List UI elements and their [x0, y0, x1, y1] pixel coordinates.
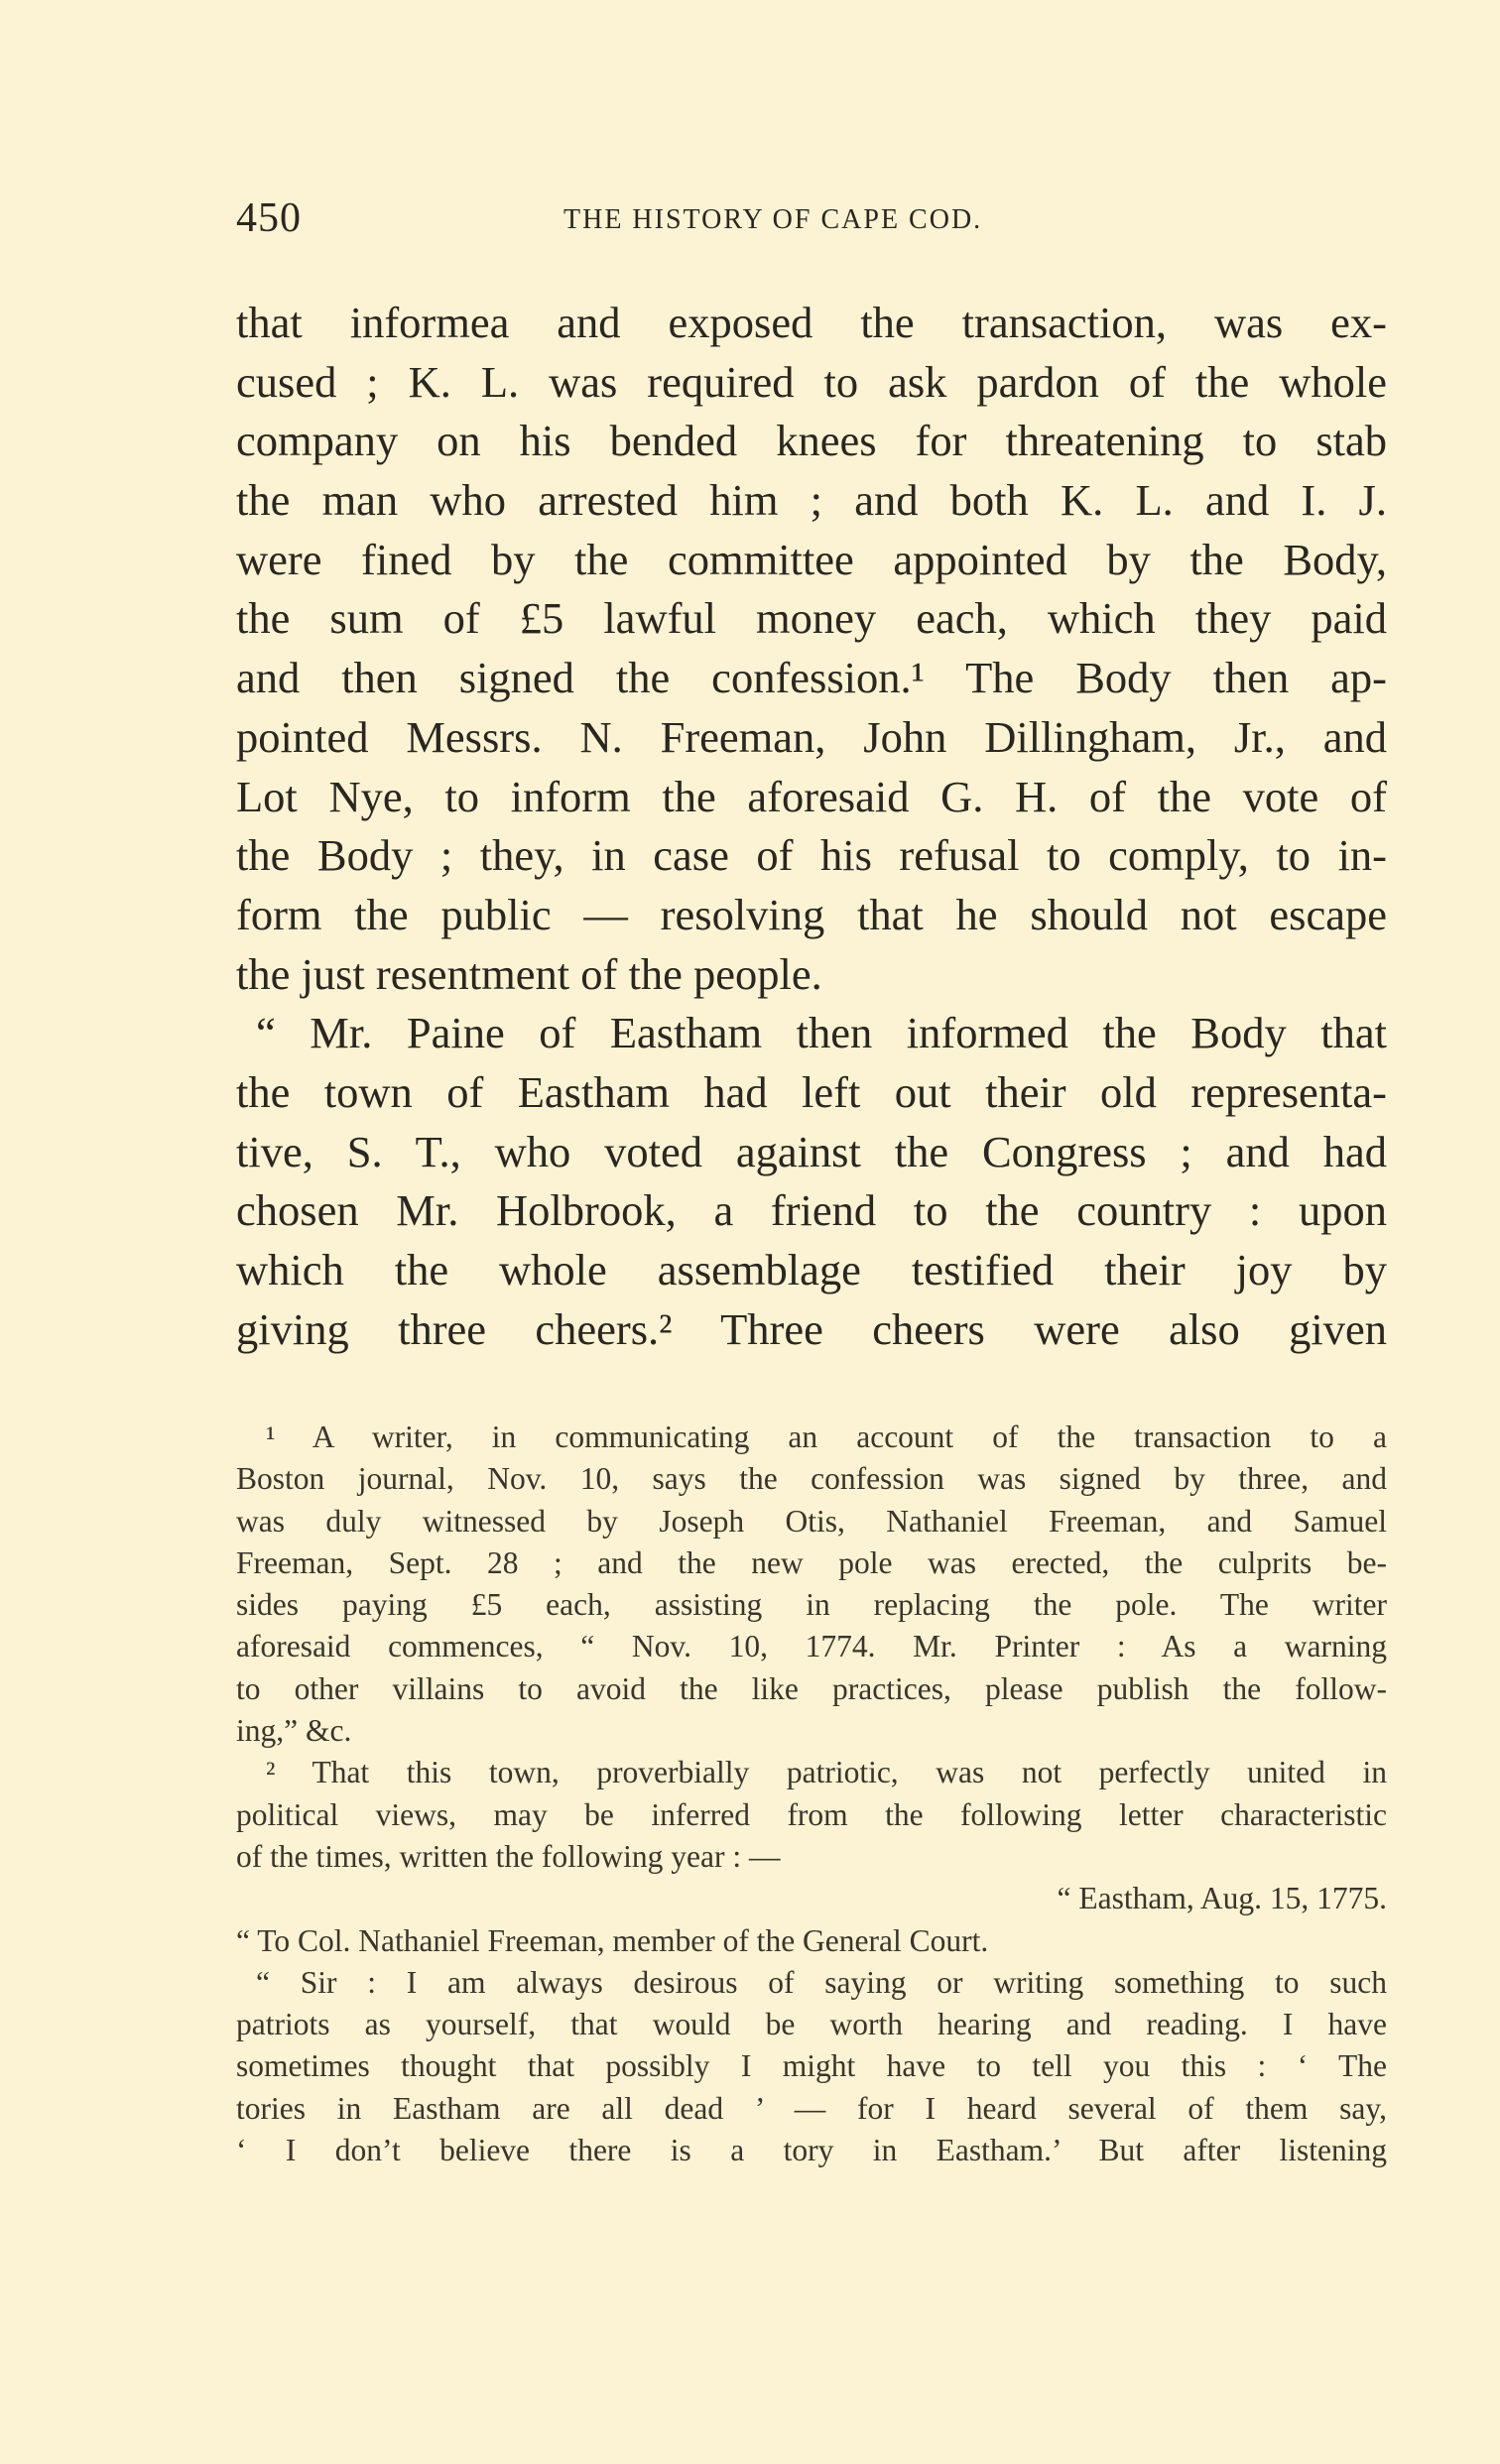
- text-line: which the whole assemblage testified their joy by: [236, 1245, 1387, 1294]
- text-line: and then signed the confession.¹ The Body then ap-: [236, 653, 1387, 703]
- page-number: 450: [236, 195, 302, 241]
- running-title: THE HISTORY OF CAPE COD.: [563, 204, 983, 235]
- footnote-line: Boston journal, Nov. 10, says the confession was signed by three, and: [236, 1461, 1387, 1497]
- letter-address: “ To Col. Nathaniel Freeman, member of the General Court.: [236, 1922, 989, 1958]
- text-line: pointed Messrs. N. Freeman, John Dillingham, Jr., and: [236, 711, 1387, 762]
- footnote-line: patriots as yourself, that would be worth hearing and reading. I have: [236, 2007, 1387, 2042]
- text-line: the sum of £5 lawful money each, which they paid: [236, 593, 1387, 644]
- page-header: [236, 194, 1089, 244]
- text-line: company on his bended knees for threatening to stab: [236, 416, 1387, 466]
- footnote-line: was duly witnessed by Joseph Otis, Nathaniel Freeman, and Samuel: [236, 1503, 1387, 1539]
- text-line: the town of Eastham had left out their old representa-: [236, 1066, 1387, 1117]
- text-line: tive, S. T., who voted against the Congress ; and had: [236, 1126, 1387, 1176]
- footnote-line: sometimes thought that possibly I might have to tell you this : ‘ The: [236, 2048, 1387, 2084]
- text-line: Lot Nye, to inform the aforesaid G. H. of the vote of: [236, 771, 1387, 821]
- footnote-line: political views, may be inferred from the following letter characteristic: [236, 1796, 1387, 1832]
- footnote-line: “ Sir : I am always desirous of saying or writing something to such: [256, 1964, 1387, 2000]
- letter-dateline: “ Eastham, Aug. 15, 1775.: [1057, 1881, 1387, 1916]
- main-text: [236, 294, 1387, 1359]
- footnote-line: Freeman, Sept. 28 ; and the new pole was erected, the culprits be-: [236, 1544, 1387, 1580]
- text-line: chosen Mr. Holbrook, a friend to the country : upon: [236, 1185, 1387, 1236]
- footnote-line: aforesaid commences, “ Nov. 10, 1774. Mr. Printer : As a warning: [236, 1629, 1387, 1664]
- footnotes: [236, 1417, 1387, 2171]
- text-line: the Body ; they, in case of his refusal to comply, to in-: [236, 830, 1387, 881]
- footnote-line: ¹ A writer, in communicating an account of the transaction to a: [266, 1419, 1387, 1454]
- text-line: form the public — resolving that he should not escape: [236, 889, 1387, 939]
- text-line: cused ; K. L. was required to ask pardon of the whole: [236, 356, 1387, 407]
- text-line: the man who arrested him ; and both K. L. and I. J.: [236, 475, 1387, 526]
- footnote-line: tories in Eastham are all dead ’ — for I heard several of them say,: [236, 2090, 1387, 2126]
- text-line: that informea and exposed the transaction, was ex-: [236, 298, 1387, 347]
- text-line: the just resentment of the people.: [236, 948, 822, 999]
- text-line: “ Mr. Paine of Eastham then informed the Body that: [256, 1008, 1387, 1058]
- text-line: giving three cheers.² Three cheers were also given: [236, 1303, 1387, 1354]
- footnote-line: to other villains to avoid the like practices, please publish the follow-: [236, 1670, 1387, 1706]
- footnote-line: of the times, written the following year : —: [236, 1838, 781, 1874]
- footnote-line: ing,” &c.: [236, 1713, 352, 1749]
- footnote-line: ‘ I don’t believe there is a tory in Eastham.’ But after listening: [236, 2133, 1387, 2168]
- footnote-line: sides paying £5 each, assisting in replacing the pole. The writer: [236, 1587, 1387, 1623]
- footnote-line: ² That this town, proverbially patriotic, was not perfectly united in: [266, 1755, 1387, 1790]
- text-line: were fined by the committee appointed by the Body,: [236, 534, 1387, 584]
